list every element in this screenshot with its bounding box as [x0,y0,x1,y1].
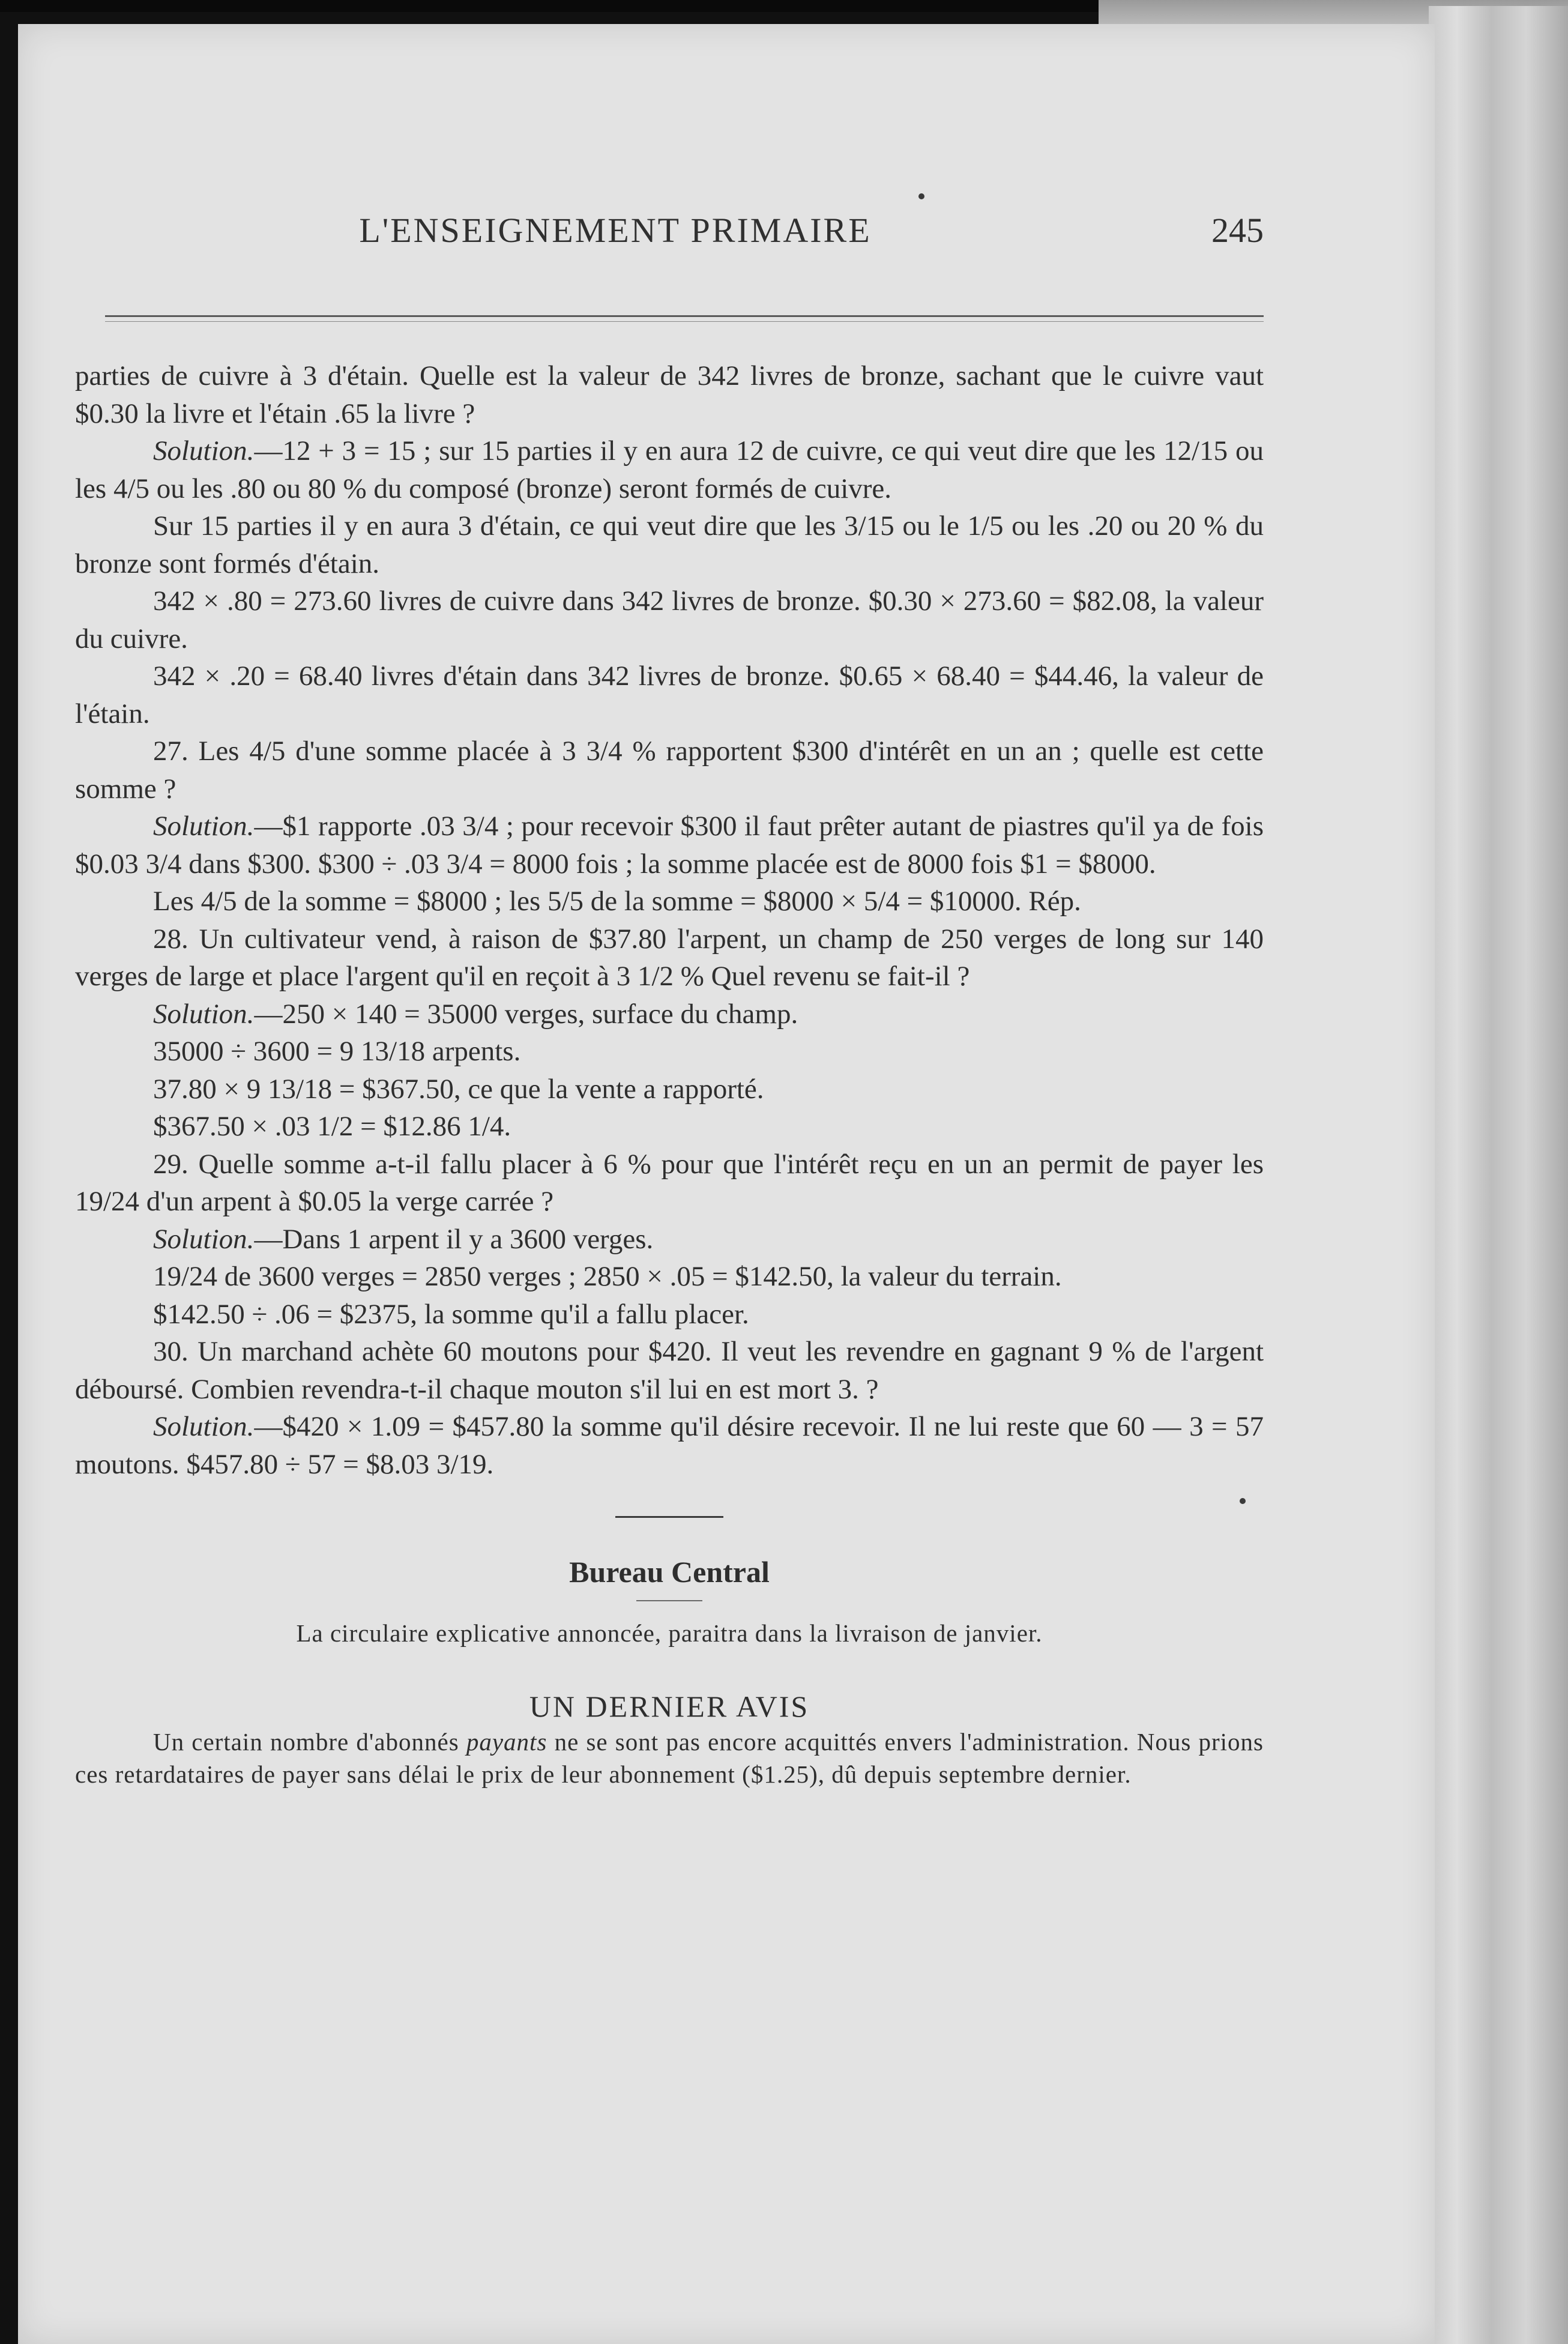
paragraph-text: Sur 15 parties il y en aura 3 d'étain, ce qui veut dire que les 3/15 ou le 1/5 ou les .20 ou 20 % du bronze sont formés d'étain. [75,510,1264,579]
paragraph-text: 19/24 de 3600 verges = 2850 verges ; 2850 × .05 = $142.50, la valeur du terrain. [153,1261,1062,1292]
article-body [75,357,1264,1790]
ink-speck [918,193,924,199]
paragraph-text: 30. Un marchand achète 60 moutons pour $420. Il veut les revendre en gagnant 9 % de l'argent déboursé. Combien revendra-t-il chaque mouton s'il lui en est mort 3. ? [75,1336,1264,1405]
paragraph-text: 37.80 × 9 13/18 = $367.50, ce que la vente a rapporté. [153,1073,764,1105]
solution-label: Solution. [153,998,255,1030]
paragraph [75,1146,1264,1221]
running-title: L'ENSEIGNEMENT PRIMAIRE [359,211,872,250]
solution-label: Solution. [153,1411,255,1442]
paragraph [75,582,1264,657]
paragraph-text: $142.50 ÷ .06 = $2375, la somme qu'il a fallu placer. [153,1298,749,1330]
bureau-central-heading: Bureau Central [569,1555,770,1589]
paragraph-text: 29. Quelle somme a-t-il fallu placer à 6 % pour que l'intérêt reçu en un an permit de payer les 19/24 d'un arpent à $0.05 la verge carrée ? [75,1148,1264,1217]
solution-label: Solution. [153,1223,255,1255]
paragraph [75,507,1264,582]
paragraph-text: 342 × .20 = 68.40 livres d'étain dans 342 livres de bronze. $0.65 × 68.40 = $44.46, la valeur de l'étain. [75,660,1264,729]
avis-text-after: ne se sont pas encore acquittés envers l'administration. Nous prions ces retardataires de payer sans délai le prix de leur abonnement ($1.25), dû depuis septembre dernier. [75,1727,1264,1788]
paragraph-text: 35000 ÷ 3600 = 9 13/18 arpents. [153,1036,521,1067]
book-page-stack-edge [1429,6,1568,2344]
solution-label: Solution. [153,811,255,842]
header-rule [105,315,1264,317]
paragraph-text: Les 4/5 de la somme = $8000 ; les 5/5 de la somme = $8000 × 5/4 = $10000. Rép. [153,886,1081,917]
paragraph-text: —$1 rapporte .03 3/4 ; pour recevoir $300 il faut prêter autant de piastres qu'il ya de fois $0.03 3/4 dans $300. $300 ÷ .03 3/4 = 8000 fois ; la somme placée est de 8000 fois $1 = $8000. [75,811,1264,880]
paragraph [75,883,1264,920]
paragraph [75,432,1264,507]
paragraph [75,1258,1264,1296]
page-number: 245 [1211,211,1264,250]
paragraph-text: parties de cuivre à 3 d'étain. Quelle est la valeur de 342 livres de bronze, sachant que le cuivre vaut $0.30 la livre et l'étain .65 la livre ? [75,360,1264,429]
paragraph [75,657,1264,732]
paragraph [75,357,1264,432]
paragraph [75,1333,1264,1408]
paragraph [75,1221,1264,1258]
dernier-avis-heading: UN DERNIER AVIS [529,1689,810,1723]
paragraph-text: —$420 × 1.09 = $457.80 la somme qu'il désire recevoir. Il ne lui reste que 60 — 3 = 57 moutons. $457.80 ÷ 57 = $8.03 3/19. [75,1411,1264,1480]
section-divider [615,1516,723,1518]
paragraph [75,920,1264,995]
dernier-avis-text [75,1726,1264,1790]
paragraph [75,1071,1264,1108]
avis-text-italic: payants [466,1727,547,1756]
bureau-notice: La circulaire explicative annoncée, paraitra dans la livraison de janvier. [296,1619,1043,1647]
header-rule-thin [105,321,1264,322]
paragraph [75,1408,1264,1483]
avis-text-before: Un certain nombre d'abonnés [153,1727,466,1756]
paragraph [75,995,1264,1033]
paragraph [75,1108,1264,1146]
paragraph-text: $367.50 × .03 1/2 = $12.86 1/4. [153,1111,511,1142]
paragraph [75,808,1264,883]
paragraph-text: —12 + 3 = 15 ; sur 15 parties il y en aura 12 de cuivre, ce qui veut dire que les 12/15 ou les 4/5 ou les .80 ou 80 % du composé (bronze) seront formés de cuivre. [75,435,1264,504]
paragraph-text: 27. Les 4/5 d'une somme placée à 3 3/4 % rapportent $300 d'intérêt en un an ; quelle est cette somme ? [75,736,1264,805]
paragraph-text: —Dans 1 arpent il y a 3600 verges. [254,1223,654,1255]
paragraph-text: —250 × 140 = 35000 verges, surface du champ. [254,998,798,1030]
book-page [18,24,1435,2344]
paragraph-text: 28. Un cultivateur vend, à raison de $37.80 l'arpent, un champ de 250 verges de long sur 140 verges de large et place l'argent qu'il en reçoit à 3 1/2 % Quel revenu se fait-il ? [75,923,1264,992]
ink-speck [1240,1498,1246,1504]
paragraph-list [75,357,1264,1483]
paragraph-text: 342 × .80 = 273.60 livres de cuivre dans 342 livres de bronze. $0.30 × 273.60 = $82.08, la valeur du cuivre. [75,585,1264,654]
paragraph [75,1296,1264,1334]
solution-label: Solution. [153,435,255,467]
heading-underline [636,1600,702,1601]
paragraph [75,1033,1264,1071]
page-header [75,204,1264,258]
paragraph [75,732,1264,808]
